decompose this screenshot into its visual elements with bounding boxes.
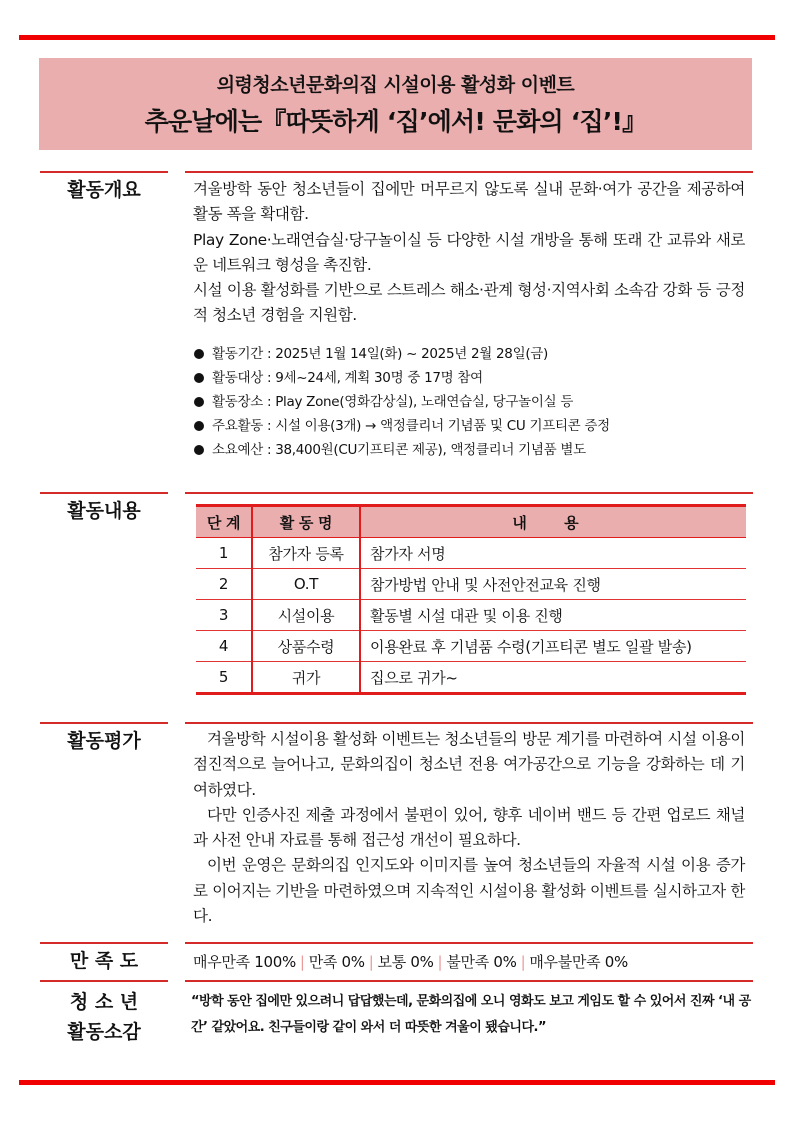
overview-paragraph: 겨울방학 동안 청소년들이 집에만 머무르지 않도록 실내 문화·여가 공간을 제공하여 활동 폭을 확대함. <box>193 180 745 224</box>
bullet-value: 2025년 1월 14일(화) ~ 2025년 2월 28일(금) <box>275 346 549 362</box>
evaluation-paragraph: 겨울방학 시설이용 활성화 이벤트는 청소년들의 방문 계기를 마련하여 시설 이용이 점진적으로 늘어나고, 문화의집이 청소년 전용 여가공간으로 기능을 강화하는 데 기여하였다. <box>193 730 745 799</box>
evaluation-text <box>193 727 745 929</box>
overview-paragraph: 시설 이용 활성화를 기반으로 스트레스 해소·관계 형성·지역사회 소속감 강화 등 긍정적 청소년 경험을 지원함. <box>193 281 745 325</box>
step-cell: 1 <box>196 538 252 569</box>
bullet-item <box>193 342 753 366</box>
title-banner <box>39 58 752 150</box>
satisfaction-item: 매우만족 100% <box>193 953 296 971</box>
bullet-value: Play Zone(영화감상실), 노래연습실, 당구놀이실 등 <box>275 394 574 410</box>
separator: | <box>520 953 526 971</box>
overview-paragraph: Play Zone·노래연습실·당구놀이실 등 다양한 시설 개방을 통해 또래 간 교류와 새로운 네트워크 형성을 촉진함. <box>193 230 745 274</box>
separator: | <box>299 953 305 971</box>
column-header-name: 활 동 명 <box>252 506 360 538</box>
section-divider <box>185 942 753 944</box>
bullet-separator: : <box>262 370 276 386</box>
name-cell: 참가자 등록 <box>252 538 360 569</box>
youth-feedback-quote: “방학 동안 집에만 있으려니 답답했는데, 문화의집에 오니 영화도 보고 게임도 할 수 있어서 진짜 ‘내 공간’ 같았어요. 친구들이랑 같이 와서 더 따뜻한 겨울이 됐습니다.” <box>191 994 751 1035</box>
section-divider <box>40 980 168 982</box>
section-divider <box>185 722 753 724</box>
overview-bullet-list <box>193 342 753 462</box>
bullet-key: 소요예산 <box>212 442 263 458</box>
bullet-icon <box>194 397 204 407</box>
table-row <box>196 662 746 694</box>
detail-cell: 이용완료 후 기념품 수령(기프티콘 별도 일괄 발송) <box>360 631 746 662</box>
section-label-evaluation: 활동평가 <box>67 730 141 752</box>
separator: | <box>368 953 374 971</box>
feedback-label-line: 활동소감 <box>67 1021 141 1043</box>
bullet-separator: : <box>262 394 276 410</box>
bullet-item <box>193 414 753 438</box>
table-row <box>196 569 746 600</box>
section-label-satisfaction: 만 족 도 <box>69 950 139 972</box>
bullet-key: 활동기간 <box>212 346 263 362</box>
column-header-detail: 내 용 <box>360 506 746 538</box>
detail-cell: 참가자 서명 <box>360 538 746 569</box>
satisfaction-results <box>193 949 628 975</box>
activity-steps-table <box>196 504 746 695</box>
section-divider <box>40 171 168 173</box>
column-header-step: 단 계 <box>196 506 252 538</box>
satisfaction-item: 만족 0% <box>308 953 365 971</box>
bullet-value: 38,400원(CU기프티콘 제공), 액정클리너 기념품 별도 <box>275 442 586 458</box>
name-cell: 귀가 <box>252 662 360 694</box>
table-row <box>196 538 746 569</box>
bullet-separator: : <box>262 346 276 362</box>
detail-cell: 참가방법 안내 및 사전안전교육 진행 <box>360 569 746 600</box>
table-row <box>196 600 746 631</box>
section-divider <box>185 980 753 982</box>
satisfaction-item: 매우불만족 0% <box>529 953 628 971</box>
bullet-item <box>193 438 753 462</box>
detail-cell: 집으로 귀가~ <box>360 662 746 694</box>
name-cell: O.T <box>252 569 360 600</box>
step-cell: 3 <box>196 600 252 631</box>
bullet-key: 활동장소 <box>212 394 263 410</box>
section-divider <box>40 492 168 494</box>
bullet-icon <box>194 373 204 383</box>
bullet-separator: : <box>262 418 276 434</box>
table-row <box>196 631 746 662</box>
step-cell: 2 <box>196 569 252 600</box>
bullet-icon <box>194 421 204 431</box>
satisfaction-item: 불만족 0% <box>446 953 517 971</box>
page-subtitle: 의령청소년문화의집 시설이용 활성화 이벤트 <box>216 74 575 96</box>
satisfaction-item: 보통 0% <box>377 953 434 971</box>
overview-text <box>193 177 745 329</box>
section-divider <box>40 722 168 724</box>
evaluation-paragraph: 다만 인증사진 제출 과정에서 불편이 있어, 향후 네이버 밴드 등 간편 업로드 채널과 사전 안내 자료를 통해 접근성 개선이 필요하다. <box>193 805 745 850</box>
step-cell: 4 <box>196 631 252 662</box>
section-label-content: 활동내용 <box>67 500 141 522</box>
name-cell: 상품수령 <box>252 631 360 662</box>
evaluation-paragraph: 이번 운영은 문화의집 인지도와 이미지를 높여 청소년들의 자율적 시설 이용 증가로 이어지는 기반을 마련하였으며 지속적인 시설이용 활성화 이벤트를 실시하고자 한다. <box>193 856 745 926</box>
bullet-separator: : <box>262 442 276 458</box>
bullet-value: 9세~24세, 계획 30명 중 17명 참여 <box>275 370 483 386</box>
section-divider <box>185 492 753 494</box>
bullet-item <box>193 390 753 414</box>
separator: | <box>437 953 443 971</box>
bullet-icon <box>194 349 204 359</box>
feedback-label-line: 청 소 년 <box>69 991 139 1013</box>
step-cell: 5 <box>196 662 252 694</box>
section-divider <box>40 942 168 944</box>
bullet-item <box>193 366 753 390</box>
top-red-rule <box>19 35 775 40</box>
detail-cell: 활동별 시설 대관 및 이용 진행 <box>360 600 746 631</box>
page-title: 추운날에는『따뜻하게 ‘집’에서! 문화의 ‘집’!』 <box>144 107 647 136</box>
section-label-overview: 활동개요 <box>67 179 141 201</box>
bullet-key: 주요활동 <box>212 418 263 434</box>
table-header-row <box>196 506 746 538</box>
section-label-feedback <box>40 987 168 1047</box>
bullet-icon <box>194 445 204 455</box>
section-divider <box>185 171 753 173</box>
name-cell: 시설이용 <box>252 600 360 631</box>
bullet-value: 시설 이용(3개) → 액정클리너 기념품 및 CU 기프티콘 증정 <box>275 418 610 434</box>
bullet-key: 활동대상 <box>212 370 263 386</box>
bottom-red-rule <box>19 1080 775 1085</box>
